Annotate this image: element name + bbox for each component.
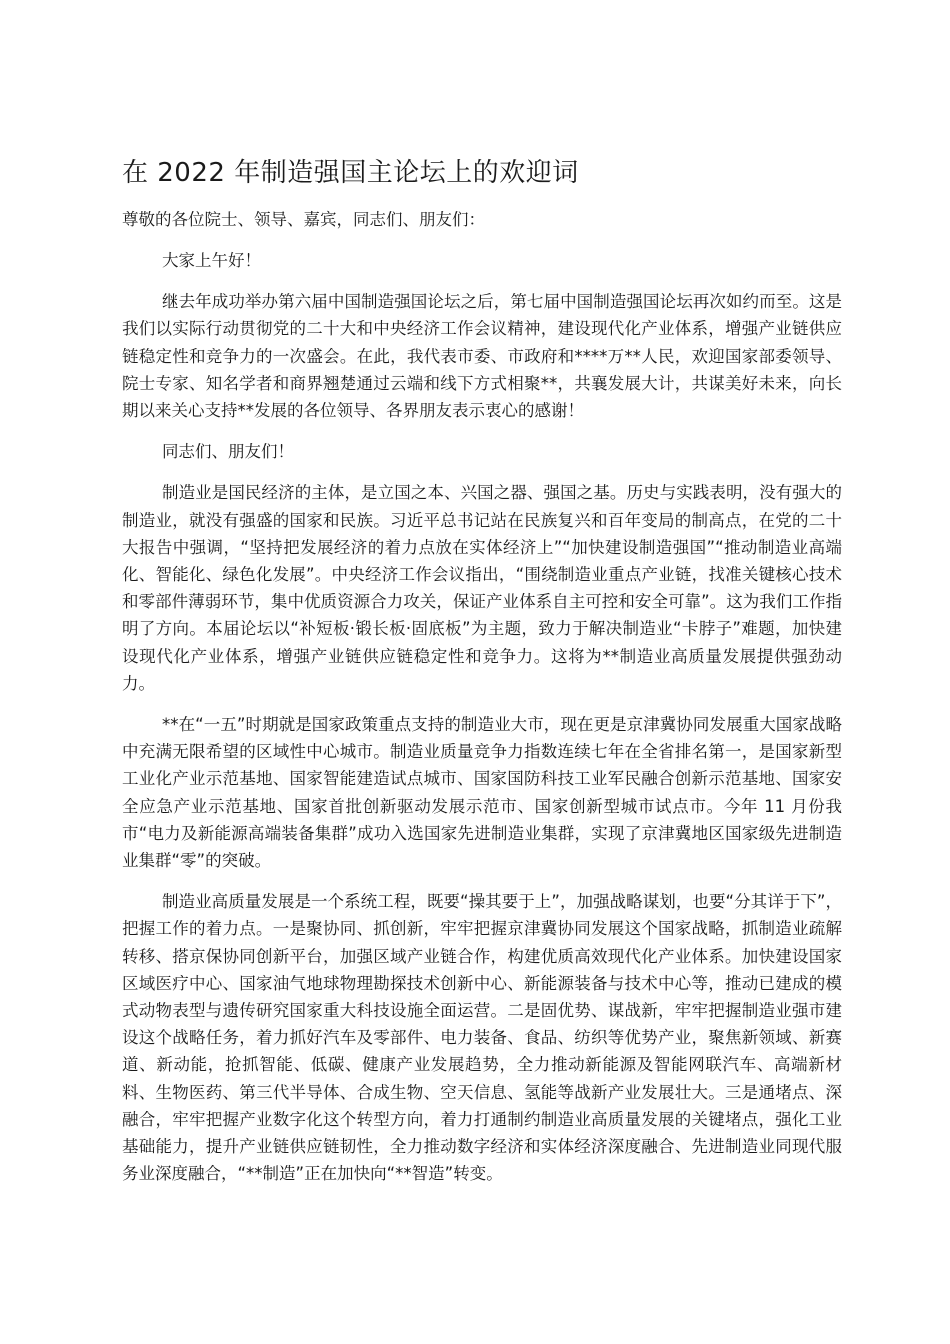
paragraph-manufacturing-importance: 制造业是国民经济的主体，是立国之本、兴国之器、强国之基。历史与实践表明，没有强大的制造业，就没有强盛的国家和民族。习近平总书记站在民族复兴和百年变局的制高点，在党的二十大报告中强调，“坚持把发展经济的着力点放在实体经济上”“加快建设制造强国”“推动制造业高端化、智能化、绿色化发展”。中央经济工作会议指出，“围绕制造业重点产业链，找准关键核心技术和零部件薄弱环节，集中优质资源合力攻关，保证产业体系自主可控和安全可靠”。这为我们工作指明了方向。本届论坛以“补短板·锻长板·固底板”为主题，致力于解决制造业“卡脖子”难题，加快建设现代化产业体系，增强产业链供应链稳定性和竞争力。这将为**制造业高质量发展提供强劲动力。 (122, 483, 842, 693)
document-body (122, 150, 842, 1202)
paragraph-greeting: 大家上午好！ (162, 251, 261, 270)
paragraph-address: 同志们、朋友们！ (162, 442, 294, 462)
document-title: 在 2022 年制造强国主论坛上的欢迎词 (122, 158, 579, 188)
paragraph-opening: 继去年成功举办第六届中国制造强国论坛之后，第七届中国制造强国论坛再次如约而至。这是我们以实际行动贯彻党的二十大和中央经济工作会议精神，建设现代化产业体系，增强产业链供应链稳定性和竞争力的一次盛会。在此，我代表市委、市政府和****万**人民，欢迎国家部委领导、院士专家、知名学者和商界翘楚通过云端和线下方式相聚**，共襄发展大计，共谋美好未来，向长期以来关心支持**发展的各位领导、各界朋友表示衷心的感谢！ (122, 292, 842, 421)
paragraph-city-profile: **在“一五”时期就是国家政策重点支持的制造业大市，现在更是京津冀协同发展重大国家战略中充满无限希望的区域性中心城市。制造业质量竞争力指数连续七年在全省排名第一，是国家新型工业化产业示范基地、国家智能建造试点城市、国家国防科技工业军民融合创新示范基地、国家安全应急产业示范基地、国家首批创新驱动发展示范市、国家创新型城市试点市。今年 11 月份我市“电力及新能源高端装备集群”成功入选国家先进制造业集群，实现了京津冀地区国家级先进制造业集群“零”的突破。 (122, 715, 842, 871)
paragraph-development-plan: 制造业高质量发展是一个系统工程，既要“操其要于上”，加强战略谋划，也要“分其详于下”，把握工作的着力点。一是聚协同、抓创新，牢牢把握京津冀协同发展这个国家战略，抓制造业疏解转移、搭京保协同创新平台，加强区域产业链合作，构建优质高效现代化产业体系。加快建设国家区域医疗中心、国家油气地球物理勘探技术创新中心、新能源装备与技术中心等，推动已建成的模式动物表型与遗传研究国家重大科技设施全面运营。二是固优势、谋战新，牢牢把握制造业强市建设这个战略任务，着力抓好汽车及零部件、电力装备、食品、纺织等优势产业，聚焦新领域、新赛道、新动能，抢抓智能、低碳、健康产业发展趋势，全力推动新能源及智能网联汽车、高端新材料、生物医药、第三代半导体、合成生物、空天信息、氢能等战新产业发展壮大。三是通堵点、深融合，牢牢把握产业数字化这个转型方向，着力打通制约制造业高质量发展的关键堵点，强化工业基础能力，提升产业链供应链韧性，全力推动数字经济和实体经济深度融合、先进制造业同现代服务业深度融合，“**制造”正在加快向“**智造”转变。 (122, 892, 842, 1184)
salutation: 尊敬的各位院士、领导、嘉宾，同志们、朋友们： (122, 210, 485, 229)
